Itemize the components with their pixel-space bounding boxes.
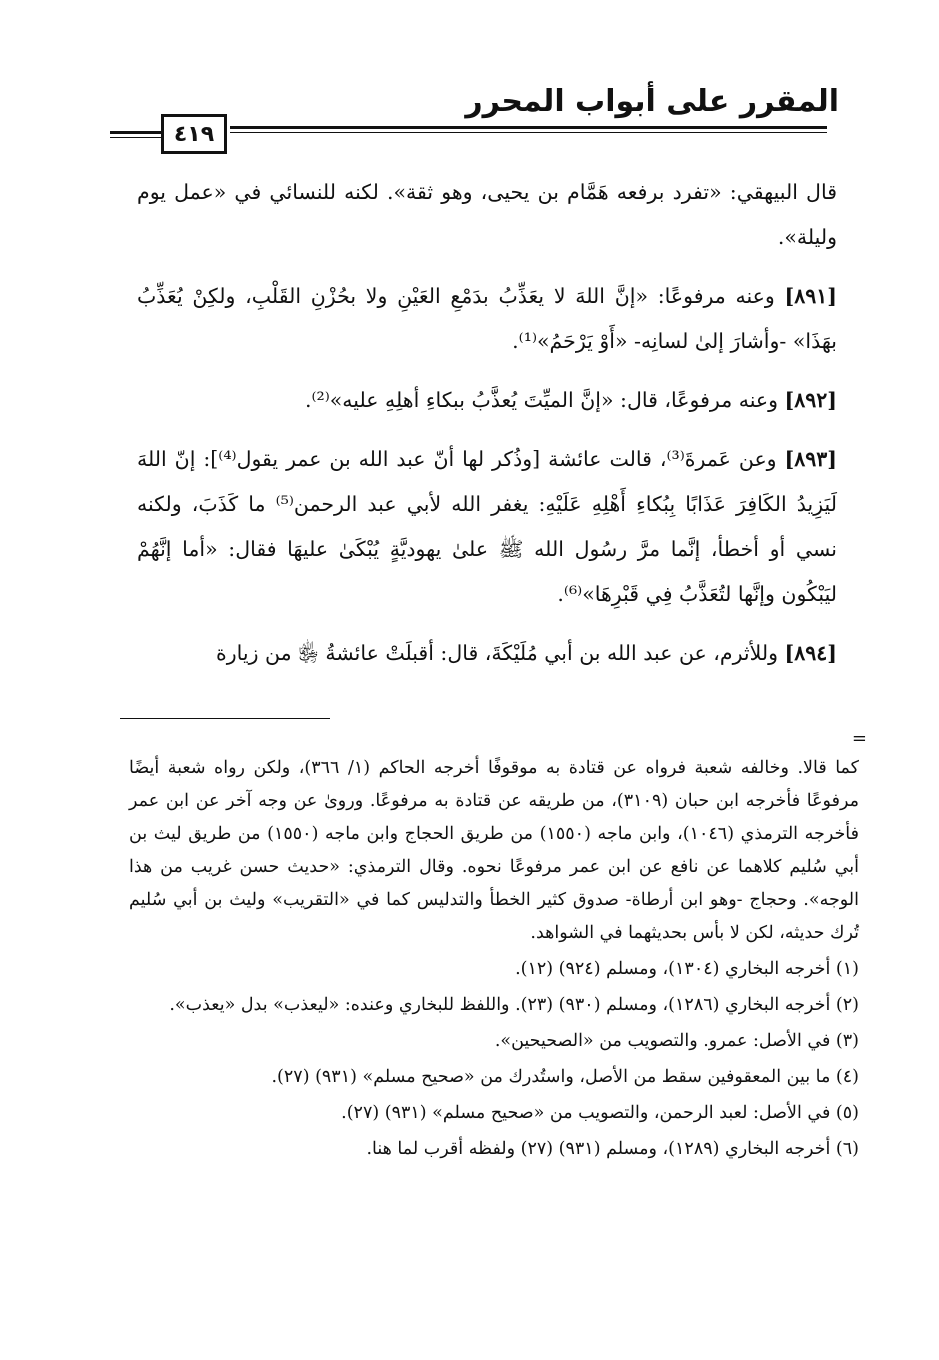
hadith-number: [٨٩٣] <box>784 447 837 471</box>
continuation-mark: = <box>851 728 867 749</box>
footnote-5: (٥) في الأصل: لعبد الرحمن، والتصويب من «صحيح مسلم» (٩٣١) (٢٧). <box>341 1103 859 1123</box>
hadith-number: [٨٩٢] <box>784 388 837 412</box>
hadith-891 <box>137 274 837 364</box>
paragraph-continuation: قال البيهقي: «تفرد برفعه هَمَّام بن يحيى، وهو ثقة». لكنه للنسائي في «عمل يوم وليلة». <box>137 180 837 249</box>
header-rule <box>230 126 827 129</box>
header-rule-left-thin <box>110 137 161 138</box>
page-number: ٤١٩ <box>161 114 227 154</box>
header-rule-thin <box>230 132 827 133</box>
hadith-text: وعن عَمرةَ⁽³⁾، قالت عائشة [وذُكر لها أنّ عبد الله بن عمر يقول⁽⁴⁾]: إنّ اللهَ لَيَزِيدُ الكَافِرَ عَذَابًا بِبُكاءِ أَهْلِهِ عَلَيْهِ: يغفر الله لأبي عبد الرحمن⁽⁵⁾ ما كَذَبَ، ولكنه نسي أو أخطأ، إنَّما مرَّ رسُول الله ﷺ علىٰ يهوديَّةٍ يُبْكَىٰ عليهَا فقال: «أما إنَّهُمْ ليَبْكُون وإنَّها لتُعَذَّبُ فِي قَبْرِهَا»⁽⁶⁾. <box>137 447 837 606</box>
hadith-text: وعنه مرفوعًا: «إنَّ اللهَ لا يعَذِّبُ بدَمْعِ العَيْنِ ولا بحُزْنِ القَلْبِ، ولكِنْ يُعَذِّبُ بهَذَا» -وأشارَ إلىٰ لسانِه- «أَوْ يَرْحَمُ»⁽¹⁾. <box>137 284 837 353</box>
footnote-4: (٤) ما بين المعقوفين سقط من الأصل، واستُدرك من «صحيح مسلم» (٩٣١) (٢٧). <box>271 1067 859 1087</box>
footnote-2: (٢) أخرجه البخاري (١٢٨٦)، ومسلم (٩٣٠) (٢٣). واللفظ للبخاري وعنده: «ليعذب» بدل «يعذب». <box>169 995 859 1015</box>
hadith-893 <box>137 437 837 617</box>
main-text <box>137 170 837 690</box>
footnote-3: (٣) في الأصل: عمرو. والتصويب من «الصحيحين». <box>494 1031 859 1051</box>
footnote-continuation: كما قالا. وخالفه شعبة فرواه عن قتادة به موقوفًا أخرجه الحاكم (١/ ٣٦٦)، ولكن رواه شعبة أيضًا مرفوعًا فأخرجه ابن حبان (٣١٠٩)، من طريقه عن قتادة به مرفوعًا. وروىٰ عن وجه آخر عن ابن عمر فأخرجه الترمذي (١٠٤٦)، وابن ماجه (١٥٥٠) من طريق الحجاج وابن ماجه (١٥٥٠) من طريق ليث بن أبي سُليم كلاهما عن نافع عن ابن عمر مرفوعًا نحوه. وقال الترمذي: «حديث حسن غريب من هذا الوجه». وحجاج -وهو ابن أرطاة- صدوق كثير الخطأ والتدليس كما في «التقريب» وليث بن أبي سُليم تُرك حديثه، لكن لا بأس بحديثهما في الشواهد. <box>129 758 859 943</box>
hadith-number: [٨٩١] <box>784 284 837 308</box>
running-title: المقرر على أبواب المحرر <box>465 84 839 119</box>
footnotes <box>129 752 859 1169</box>
hadith-892 <box>137 378 837 423</box>
hadith-894 <box>137 631 837 676</box>
footnote-separator <box>120 718 330 719</box>
hadith-text: وللأثرم، عن عبد الله بن أبي مُلَيْكَةَ، قال: أقبلَتْ عائشةُ ﵂ من زيارة <box>216 641 779 665</box>
hadith-text: وعنه مرفوعًا، قال: «إنَّ الميِّتَ يُعذَّبُ ببكاءِ أهلِهِ عليه»⁽²⁾. <box>304 388 779 412</box>
hadith-number: [٨٩٤] <box>784 641 837 665</box>
header-rule-left <box>110 131 161 134</box>
footnote-6: (٦) أخرجه البخاري (١٢٨٩)، ومسلم (٩٣١) (٢٧) ولفظه أقرب لما هنا. <box>366 1139 859 1159</box>
footnote-1: (١) أخرجه البخاري (١٣٠٤)، ومسلم (٩٢٤) (١٢). <box>515 959 859 979</box>
